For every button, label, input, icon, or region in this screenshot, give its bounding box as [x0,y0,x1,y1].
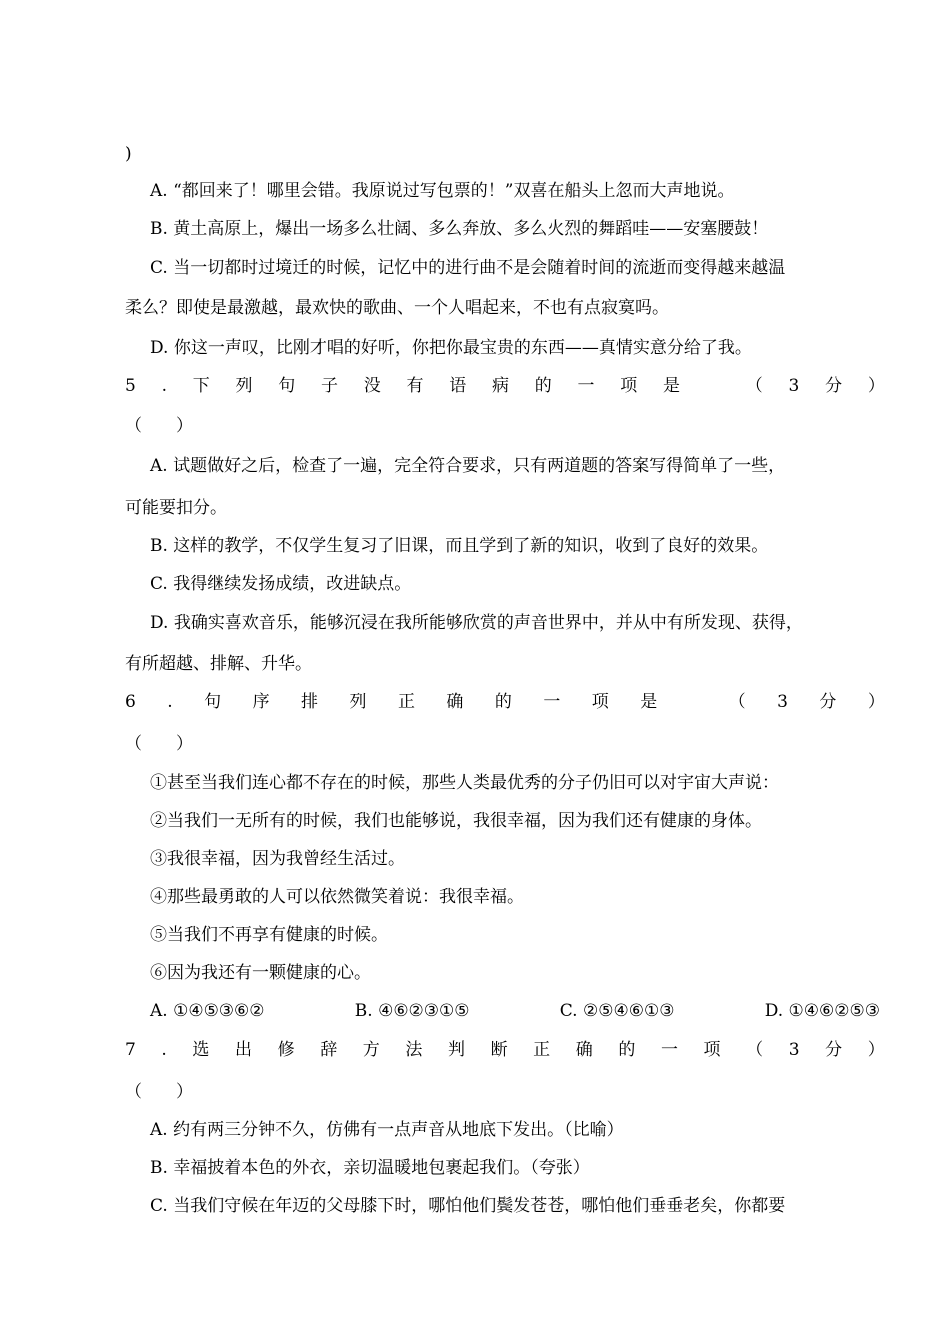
q5-stem-char: 语 [449,376,467,396]
q7-stem-char: 判 [447,1040,465,1060]
q6-stem-char: 一 [543,692,561,712]
q5-option-d-cont: 有所超越、排解、升华。 [125,654,312,674]
q7-stem-char: 断 [490,1040,508,1060]
q6-stem-char: （ [728,692,746,712]
q6-choices [150,1003,880,1020]
q5-stem-char: 下 [192,376,210,396]
q7-stem-char: 项 [703,1040,721,1060]
q6-answer-paren: （ ） [125,734,193,754]
q7-stem-char: 分 [825,1040,843,1060]
q7-answer-paren: （ ） [125,1082,193,1102]
q5-stem-char: 5 [125,376,136,396]
q6-stem-char: 确 [446,692,464,712]
q6-stem-char: 项 [591,692,609,712]
q7-stem-char: 选 [192,1040,210,1060]
q5-stem-char: ） [867,376,885,396]
q7-stem-char: 7 [125,1040,136,1060]
q6-stem-char: 6 [125,692,136,712]
q5-option-a-cont: 可能要扣分。 [125,498,227,518]
q5-stem-char: 没 [363,376,381,396]
q5-stem-char: . [161,376,167,396]
q6-stem-char: 列 [349,692,367,712]
q7-stem-char: 正 [533,1040,551,1060]
q6-stem-char: 排 [301,692,319,712]
q5-stem-char: 一 [577,376,595,396]
q5-stem-char: 3 [788,376,800,396]
q6-sentence-3: ③我很幸福，因为我曾经生活过。 [150,849,405,869]
q7-stem-char: 辞 [320,1040,338,1060]
q5-stem-char: 项 [620,376,638,396]
q6-stem-char: . [167,692,173,712]
q4-option-c-cont: 柔么？即使是最激越，最欢快的歌曲、一个人唱起来，不也有点寂寞吗。 [125,298,669,318]
q5-stem-char: 病 [491,376,509,396]
q5-stem-char: 的 [534,376,552,396]
q5-stem [125,378,885,395]
q7-stem-char: 方 [362,1040,380,1060]
q7-option-c: C. 当我们守候在年迈的父母膝下时，哪怕他们鬓发苍苍，哪怕他们垂垂老矣，你都要 [150,1196,786,1216]
q6-sentence-1: ①甚至当我们连心都不存在的时候，那些人类最优秀的分子仍旧可以对宇宙大声说： [150,773,779,793]
q6-stem-char: 分 [819,692,837,712]
q6-sentence-2: ②当我们一无所有的时候，我们也能够说，我很幸福，因为我们还有健康的身体。 [150,811,762,831]
q5-option-b: B. 这样的教学，不仅学生复习了旧课，而且学到了新的知识，收到了良好的效果。 [150,536,769,556]
q4-option-b: B. 黄土高原上，爆出一场多么壮阔、多么奔放、多么火烈的舞蹈哇——安塞腰鼓！ [150,219,769,239]
q4-option-c: C. 当一切都时过境迁的时候，记忆中的进行曲不是会随着时间的流逝而变得越来越温 [150,258,786,278]
q7-option-a: A. 约有两三分钟不久，仿佛有一点声音从地底下发出。（比喻） [150,1120,624,1140]
q7-stem-char: 出 [235,1040,253,1060]
q5-option-d: D. 我确实喜欢音乐，能够沉浸在我所能够欣赏的声音世界中，并从中有所发现、获得， [150,613,803,633]
q5-stem-char: 有 [406,376,424,396]
q7-stem-char: 修 [277,1040,295,1060]
q7-stem-char: . [161,1040,167,1060]
q6-choice-a: A. ①④⑤③⑥② [150,1001,265,1021]
q6-choice-b: B. ④⑥②③①⑤ [354,1001,470,1021]
q7-stem-char: 法 [405,1040,423,1060]
q6-stem [125,694,885,711]
q6-sentence-6: ⑥因为我还有一颗健康的心。 [150,963,371,983]
q6-stem-char: 3 [777,692,788,712]
q6-choice-c: C. ②⑤④⑥①③ [559,1001,675,1021]
q7-stem-char: 一 [660,1040,678,1060]
q6-stem-char: 是 [640,692,658,712]
q6-stem-char: ） [867,692,885,712]
q4-close-paren: ) [125,144,132,164]
q5-stem-char: 列 [235,376,253,396]
q6-stem-char: 正 [397,692,415,712]
q5-stem-char: 分 [825,376,843,396]
q7-stem [125,1042,885,1059]
q7-stem-char: 确 [575,1040,593,1060]
q7-stem-char: 3 [788,1040,800,1060]
q6-stem-char: 的 [494,692,512,712]
q5-stem-char: 是 [662,376,680,396]
q5-stem-char: 子 [320,376,338,396]
q6-stem-char: 句 [204,692,222,712]
q6-stem-char: 序 [252,692,270,712]
q7-stem-char: 的 [618,1040,636,1060]
q4-option-d: D. 你这一声叹，比刚才唱的好听，你把你最宝贵的东西——真情实意分给了我。 [150,338,752,358]
q7-stem-char: ） [867,1040,885,1060]
q5-answer-paren: （ ） [125,416,193,436]
q6-sentence-5: ⑤当我们不再享有健康的时候。 [150,925,388,945]
q4-option-a: A. “都回来了！哪里会错。我原说过写包票的！”双喜在船头上忽而大声地说。 [150,181,735,201]
q7-stem-char: （ [746,1040,764,1060]
q6-choice-d: D. ①④⑥②⑤③ [764,1001,880,1021]
q7-option-b: B. 幸福披着本色的外衣，亲切温暖地包裹起我们。（夸张） [150,1158,590,1178]
q5-option-c: C. 我得继续发扬成绩，改进缺点。 [150,574,412,594]
q5-stem-char: 句 [278,376,296,396]
q5-stem-char: （ [745,376,763,396]
q6-sentence-4: ④那些最勇敢的人可以依然微笑着说：我很幸福。 [150,887,524,907]
q5-option-a: A. 试题做好之后，检查了一遍，完全符合要求，只有两道题的答案写得简单了一些， [150,456,786,476]
